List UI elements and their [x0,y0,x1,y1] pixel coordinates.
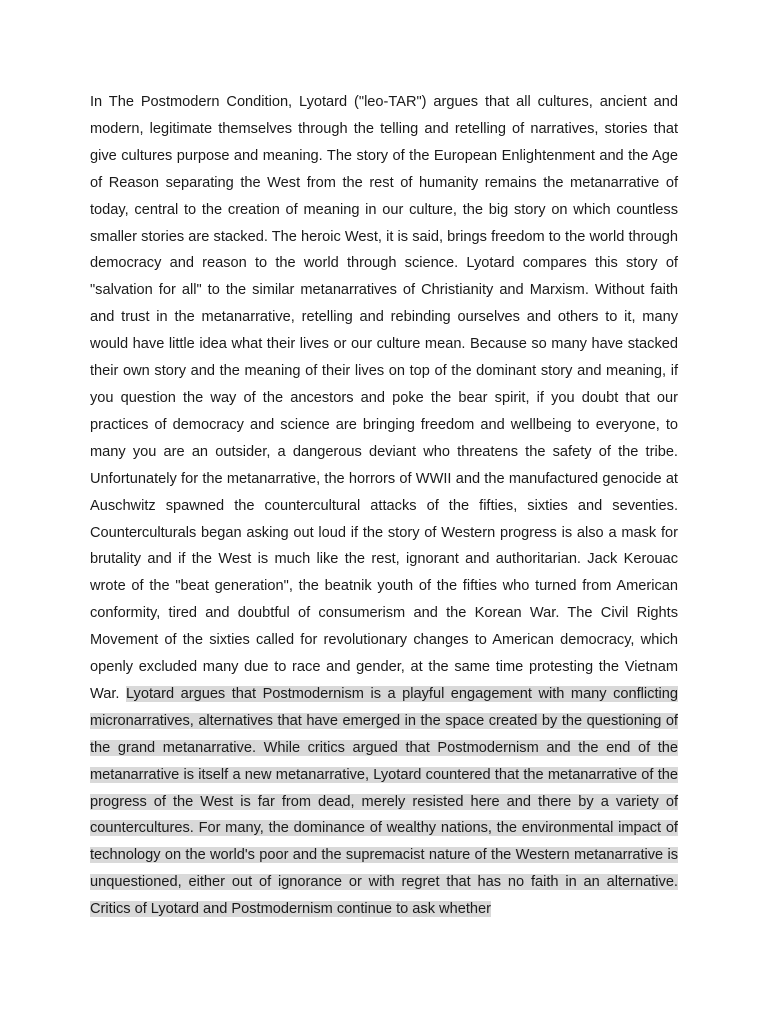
paragraph-plain-text: In The Postmodern Condition, Lyotard ("leo-TAR") argues that all cultures, ancient and modern, legitimate themselves through the telling and retelling of narratives, stories that give cultures purpose and meaning. The story of the European Enlightenment and the Age of Reason separating the West from the rest of humanity remains the metanarrative of today, central to the creation of meaning in our culture, the big story on which countless smaller stories are stacked. The heroic West, it is said, brings freedom to the world through democracy and reason to the world through science. Lyotard compares this story of "salvation for all" to the similar metanarratives of Christianity and Marxism. Without faith and trust in the metanarrative, retelling and rebinding ourselves and others to it, many would have little idea what their lives or our culture mean. Because so many have stacked their own story and the meaning of their lives on top of the dominant story and meaning, if you question the way of the ancestors and poke the bear spirit, if you doubt that our practices of democracy and science are bringing freedom and wellbeing to everyone, to many you are an outsider, a dangerous deviant who threatens the safety of the tribe. Unfortunately for the metanarrative, the horrors of WWII and the manufactured genocide at Auschwitz spawned the countercultural attacks of the fifties, sixties and seventies. Counterculturals began asking out loud if the story of Western progress is also a mask for brutality and if the West is much like the rest, ignorant and authoritarian. Jack Kerouac wrote of the "beat generation", the beatnik youth of the fifties who turned from American conformity, tired and doubtful of consumerism and the Korean War. The Civil Rights Movement of the sixties called for revolutionary changes to American democracy, which openly excluded many due to race and gender, at the same time protesting the Vietnam War. [90,94,678,702]
body-paragraph [90,89,678,923]
paragraph-highlighted-text: Lyotard argues that Postmodernism is a playful engagement with many conflicting micronarratives, alternatives that have emerged in the space created by the questioning of the grand metanarrative. While critics argued that Postmodernism and the end of the metanarrative is itself a new metanarrative, Lyotard countered that the metanarrative of the progress of the West is far from dead, merely resisted here and there by a variety of countercultures. For many, the dominance of wealthy nations, the environmental impact of technology on the world's poor and the supremacist nature of the Western metanarrative is unquestioned, either out of ignorance or with regret that has no faith in an alternative. Critics of Lyotard and Postmodernism continue to ask whether [90,685,678,918]
